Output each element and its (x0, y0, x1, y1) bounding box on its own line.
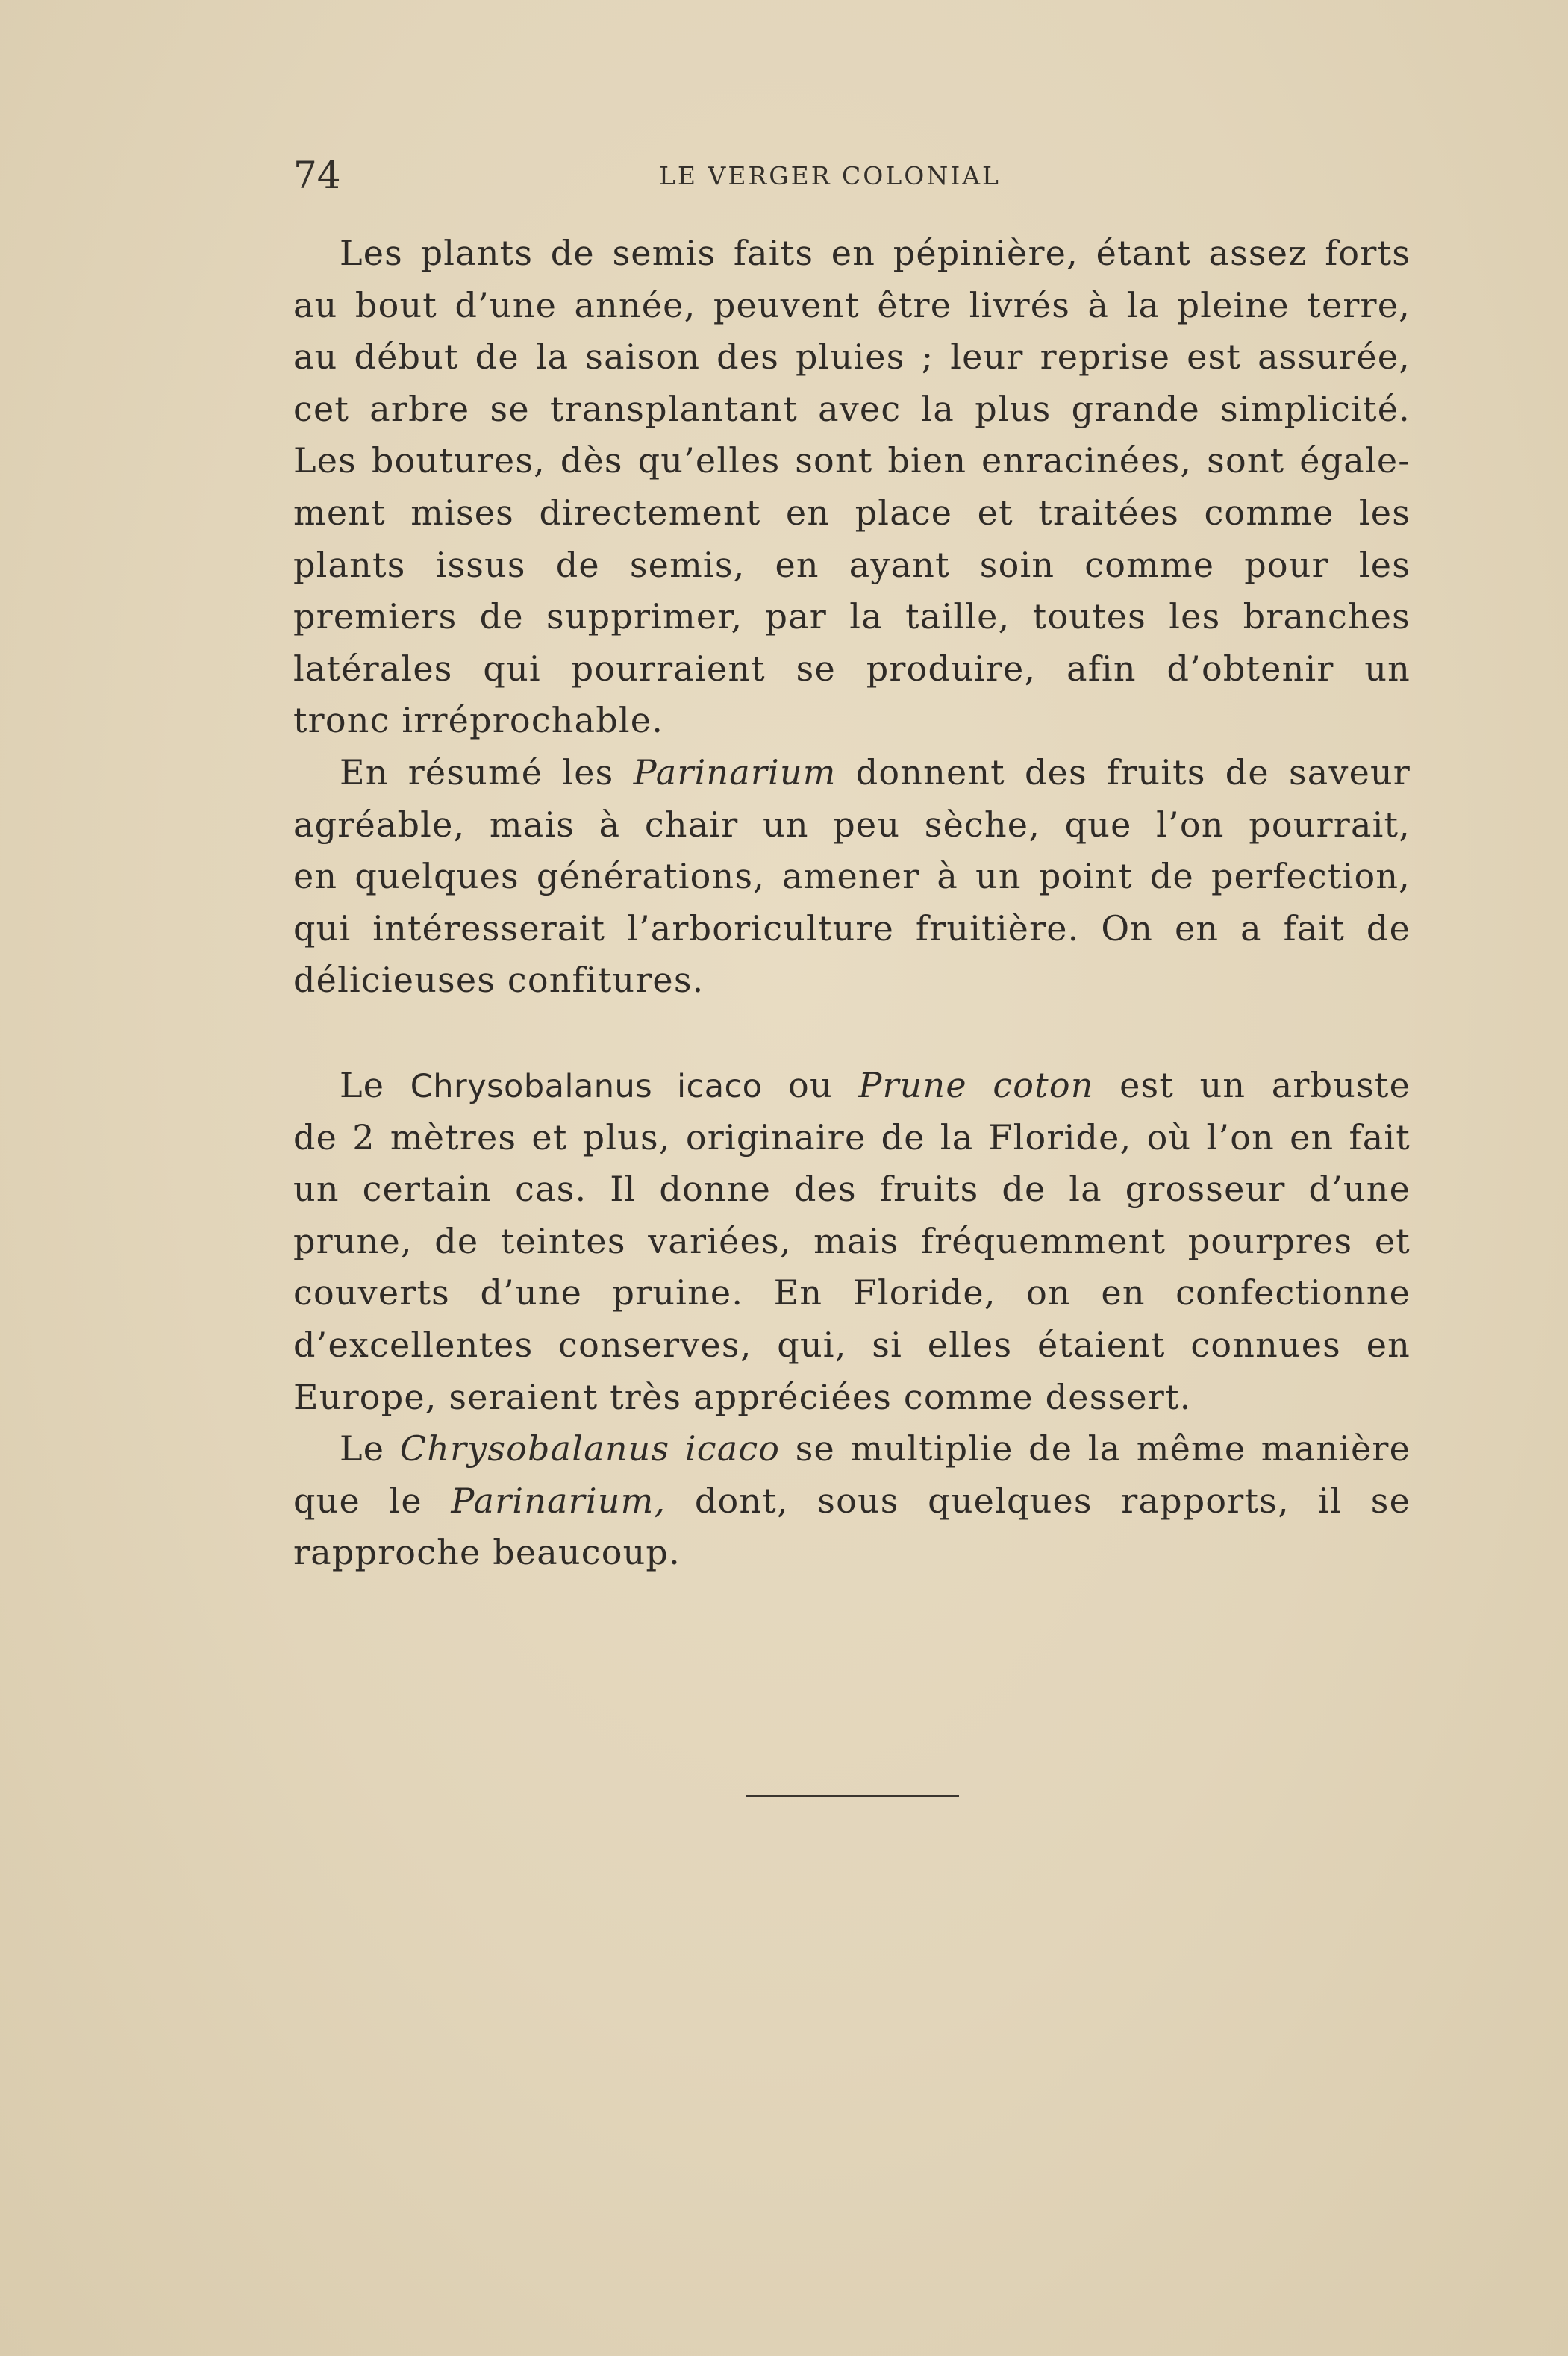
paragraph-3-line: de 2 mètres et plus, originaire de la Floride, où l’on en fait (293, 1116, 1411, 1157)
paragraph-3-line (293, 1060, 1411, 1112)
paragraph-3-text: est un arbuste (1093, 1065, 1411, 1105)
paragraph-2-text: donnent des fruits de saveur (836, 752, 1411, 793)
paragraph-4-text: que le (293, 1480, 452, 1521)
paragraph-2-line: en quelques générations, amener à un point de perfection, (293, 856, 1411, 897)
paragraph-3-line: Europe, seraient très appréciées comme dessert. (293, 1376, 1192, 1417)
paragraph-3-line: couverts d’une pruine. En Floride, on en confectionne (293, 1272, 1411, 1313)
paragraph-1-line: cet arbre se transplantant avec la plus grande simplicité. (293, 388, 1411, 429)
paragraph-1-line: tronc irréprochable. (293, 700, 664, 741)
page-number: 74 (293, 154, 341, 197)
paragraph-3-line: un certain cas. Il donne des fruits de la grosseur d’une (293, 1169, 1411, 1210)
text-block-upper (293, 228, 1411, 1007)
page-header (293, 153, 1413, 198)
species-name-heading: Chrysobalanus icaco (410, 1068, 763, 1105)
paragraph-2-line: délicieuses confitures. (293, 960, 705, 1001)
paragraph-1-line: premiers de supprimer, par la taille, toutes les branches (293, 596, 1411, 637)
genus-name-italic: Parinarium (633, 752, 837, 793)
paragraph-3-line: d’excellentes conserves, qui, si elles étaient connues en (293, 1324, 1411, 1365)
paragraph-3-text: ou (762, 1065, 859, 1105)
genus-name-italic: Parinarium, (451, 1480, 666, 1521)
paragraph-2-line: qui intéresserait l’arboriculture fruitière. On en a fait de (293, 907, 1411, 949)
paragraph-2-line: agréable, mais à chair un peu sèche, que l’on pourrait, (293, 804, 1411, 845)
paragraph-1-line: ment mises directement en place et traitées comme les (293, 492, 1411, 533)
paragraph-3-text: Le (340, 1065, 410, 1105)
paragraph-1-line: plants issus de semis, en ayant soin comme pour les (293, 544, 1411, 585)
paragraph-4-line (293, 1475, 1411, 1528)
end-rule (746, 1795, 959, 1797)
paragraph-4-text: dont, sous quelques rapports, il se (666, 1480, 1411, 1521)
paragraph-4-text: Le (340, 1428, 400, 1469)
paragraph-1-line: latérales qui pourraient se produire, afin d’obtenir un (293, 648, 1411, 689)
paragraph-1-line: au bout d’une année, peuvent être livrés à la pleine terre, (293, 284, 1411, 325)
paragraph-2-text: En résumé les (340, 752, 634, 793)
paragraph-2-line (293, 747, 1411, 799)
species-name-italic: Chrysobalanus icaco (399, 1428, 781, 1469)
common-name-italic: Prune coton (858, 1065, 1094, 1105)
paragraph-1-line: au début de la saison des pluies ; leur reprise est assurée, (293, 337, 1411, 378)
paragraph-4-text: se multiplie de la même manière (780, 1428, 1411, 1469)
paragraph-4-line (293, 1423, 1411, 1475)
paragraph-4-line: rapproche beaucoup. (293, 1532, 681, 1573)
paragraph-1-line: Les plants de semis faits en pépinière, étant assez forts (340, 233, 1411, 273)
paragraph-1-line: Les boutures, dès qu’elles sont bien enracinées, sont égale- (293, 440, 1411, 481)
text-block-lower (293, 1060, 1411, 1579)
running-title: LE VERGER COLONIAL (659, 161, 1001, 190)
paragraph-3-line: prune, de teintes variées, mais fréquemment pourpres et (293, 1220, 1411, 1261)
